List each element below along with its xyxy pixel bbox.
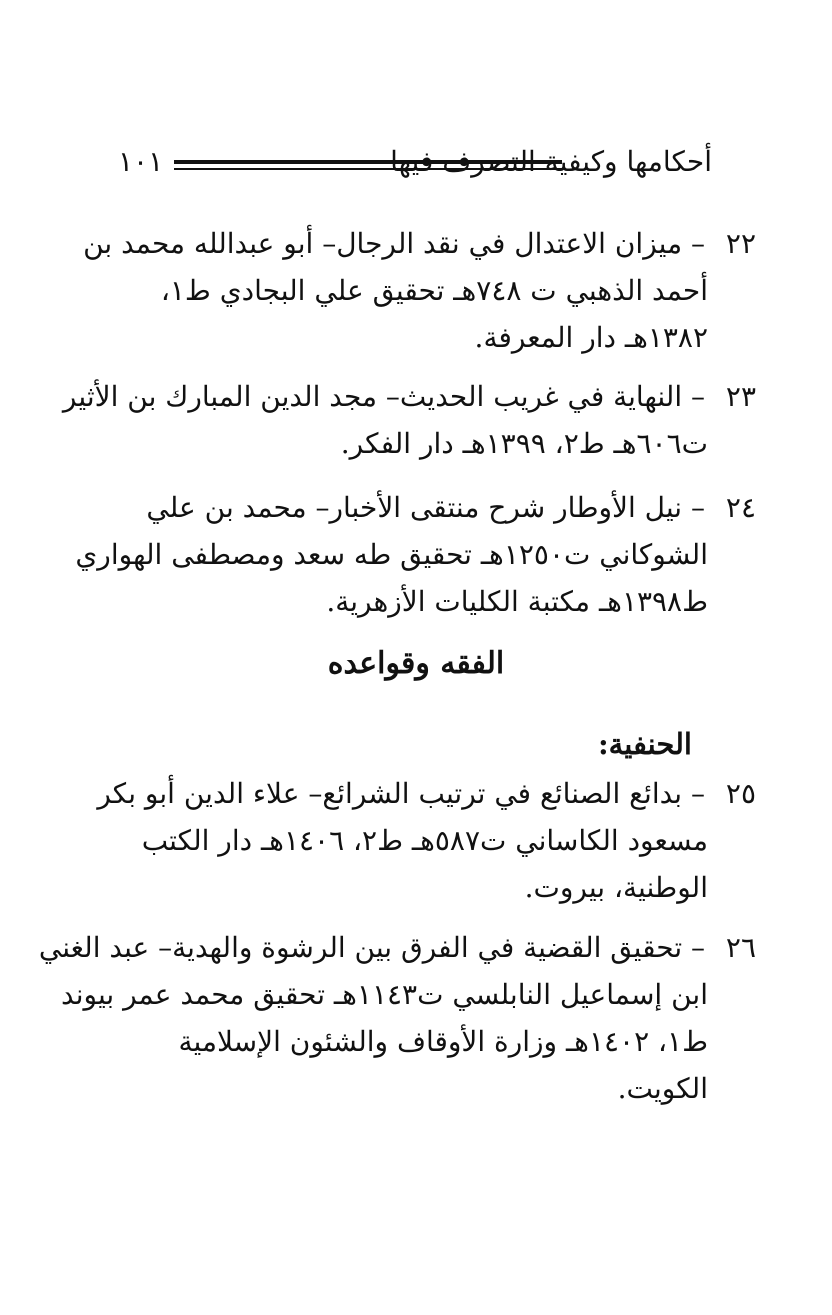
entry-number: ٢٥ — [725, 777, 756, 810]
page-number: ١٠١ — [118, 145, 164, 178]
bibliography-entry-23 — [62, 373, 756, 467]
running-header — [118, 140, 712, 188]
bibliography-entry-25 — [97, 770, 756, 911]
entry-text: تحقيق القضية في الفرق بين الرشوة والهدية– عبد الغني — [38, 931, 683, 964]
entry-number: ٢٢ — [725, 227, 756, 260]
entry-line: الكويت. — [617, 1072, 708, 1105]
entry-line: الشوكاني ت١٢٥٠هـ تحقيق طه سعد ومصطفى الهواري — [75, 538, 708, 571]
bibliography-entry-26 — [38, 924, 756, 1112]
entry-line: ت٦٠٦هـ ط٢، ١٣٩٩هـ دار الفكر. — [340, 427, 708, 460]
entry-line: ٢٢ – ميزان الاعتدال في نقد الرجال– أبو عبدالله محمد بن — [108, 220, 756, 267]
entry-text: نيل الأوطار شرح منتقى الأخبار– محمد بن علي — [146, 491, 683, 524]
entry-text: النهاية في غريب الحديث– مجد الدين المبارك بن الأثير — [62, 380, 683, 413]
entry-line: ٢٤ – نيل الأوطار شرح منتقى الأخبار– محمد بن علي — [108, 484, 756, 531]
entry-line: ط١٣٩٨هـ مكتبة الكليات الأزهرية. — [326, 585, 708, 618]
entry-line: الوطنية، بيروت. — [524, 871, 708, 904]
entry-text: ميزان الاعتدال في نقد الرجال– أبو عبدالله محمد بن — [83, 227, 683, 260]
entry-line: ابن إسماعيل النابلسي ت١١٤٣هـ تحقيق محمد عمر بيوند — [61, 978, 708, 1011]
entry-line: أحمد الذهبي ت ٧٤٨هـ تحقيق علي البجادي ط١، — [160, 274, 708, 307]
subheading-hanafi: الحنفية: — [597, 727, 692, 761]
running-title: أحكامها وكيفية التصرف فيها — [390, 145, 712, 178]
entry-number: ٢٣ — [725, 380, 756, 413]
entry-number: ٢٦ — [725, 931, 756, 964]
entry-line: ٢٦ – تحقيق القضية في الفرق بين الرشوة والهدية– عبد الغني — [108, 924, 756, 971]
entry-number: ٢٤ — [725, 491, 756, 524]
bibliography-entry-24 — [75, 484, 756, 625]
entry-line: ٢٥ – بدائع الصنائع في ترتيب الشرائع– علاء الدين أبو بكر — [108, 770, 756, 817]
entry-line: ٢٣ – النهاية في غريب الحديث– مجد الدين المبارك بن الأثير — [108, 373, 756, 420]
entry-line: ١٣٨٢هـ دار المعرفة. — [474, 321, 708, 354]
entry-text: بدائع الصنائع في ترتيب الشرائع– علاء الدين أبو بكر — [97, 777, 683, 810]
section-heading: الفقه وقواعده — [327, 646, 505, 681]
bibliography-entry-22 — [83, 220, 756, 361]
entry-line: ط١، ١٤٠٢هـ وزارة الأوقاف والشئون الإسلامية — [178, 1025, 708, 1058]
entry-line: مسعود الكاساني ت٥٨٧هـ ط٢، ١٤٠٦هـ دار الكتب — [141, 824, 708, 857]
